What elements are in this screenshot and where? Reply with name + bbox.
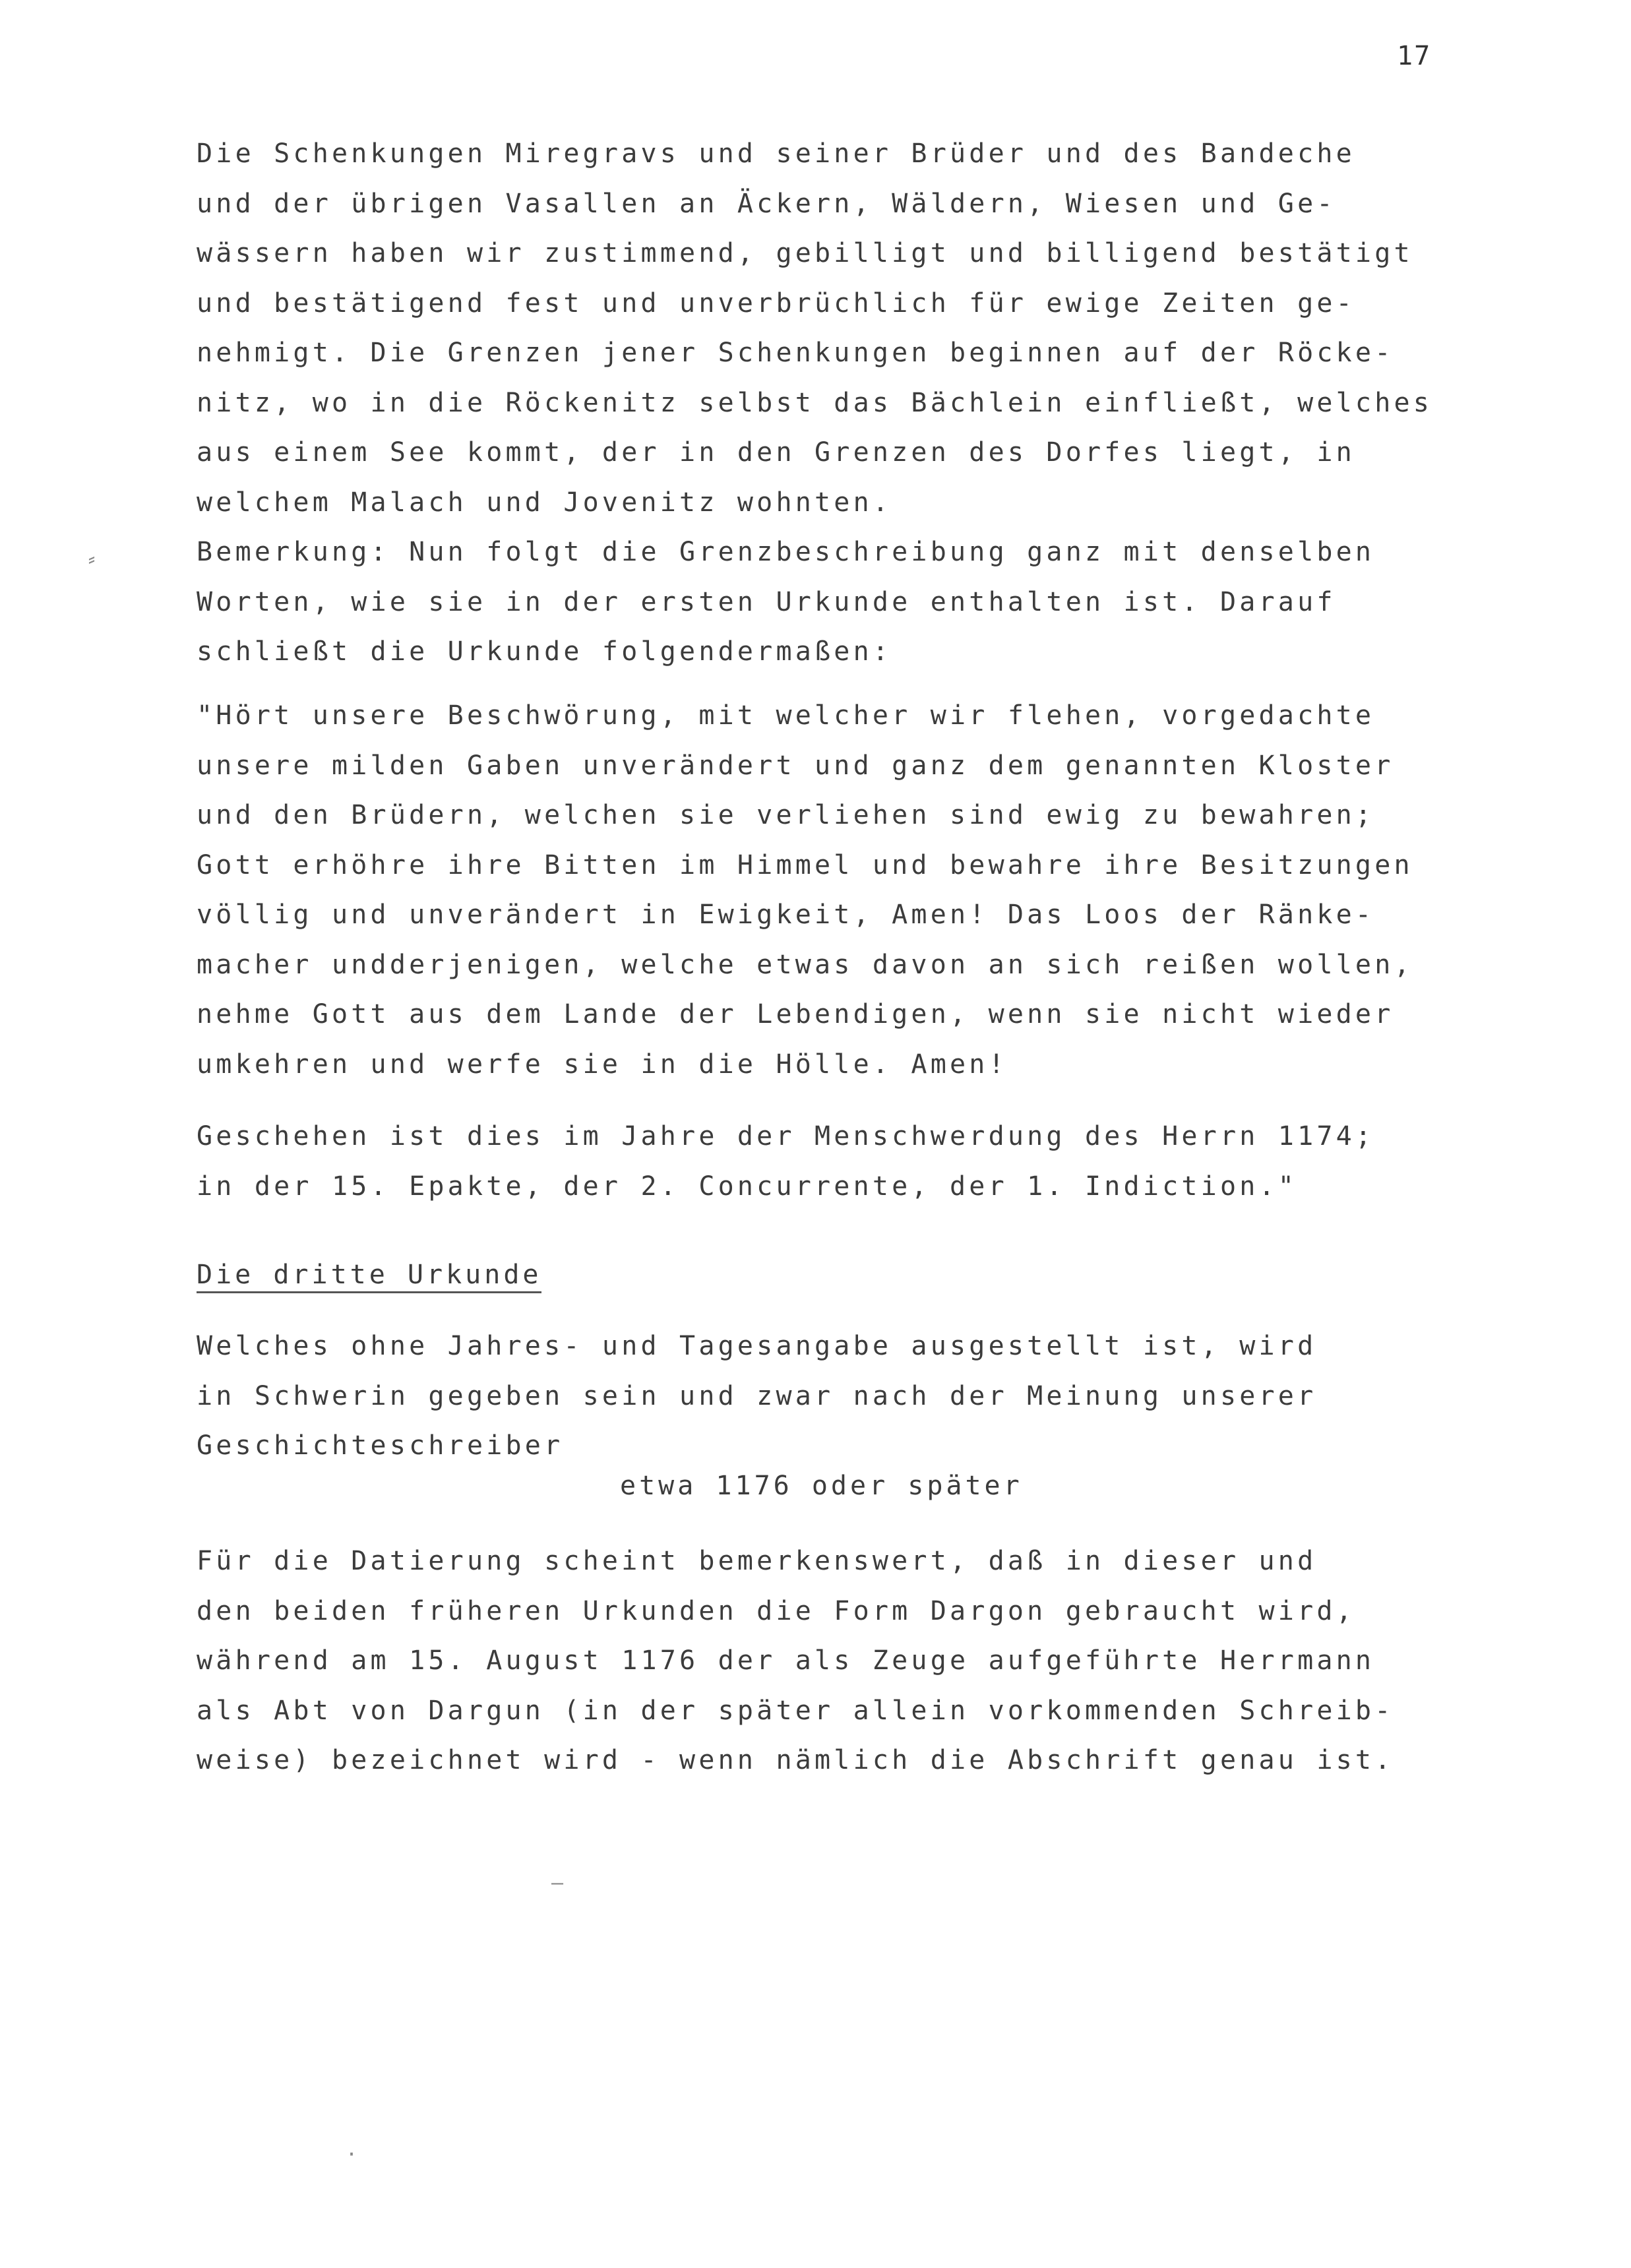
text-line: völlig und unverändert in Ewigkeit, Amen! Das Loos der Ränke-	[197, 900, 1375, 930]
text-line: unsere milden Gaben unverändert und ganz dem genannten Kloster	[197, 750, 1394, 781]
text-line: als Abt von Dargun (in der später allein vorkommenden Schreib-	[197, 1695, 1394, 1726]
text-line: Geschehen ist dies im Jahre der Menschwerdung des Herrn 1174;	[197, 1121, 1375, 1151]
text-line: umkehren und werfe sie in die Hölle. Amen!	[197, 1049, 1008, 1080]
paragraph-1	[197, 129, 1516, 677]
text-line: Welches ohne Jahres- und Tagesangabe ausgestellt ist, wird	[197, 1331, 1317, 1361]
scan-speck: ·	[346, 2143, 358, 2166]
text-line: während am 15. August 1176 der als Zeuge aufgeführte Herrmann	[197, 1645, 1375, 1676]
scan-speck: ⸗	[86, 547, 98, 570]
text-line: wässern haben wir zustimmend, gebilligt und billigend bestätigt	[197, 238, 1413, 268]
text-line: Bemerkung: Nun folgt die Grenzbeschreibung ganz mit denselben	[197, 537, 1375, 567]
text-line: schließt die Urkunde folgendermaßen:	[197, 636, 892, 667]
text-line: aus einem See kommt, der in den Grenzen des Dorfes liegt, in	[197, 437, 1355, 468]
text-line: "Hört unsere Beschwörung, mit welcher wir flehen, vorgedachte	[197, 700, 1375, 731]
scan-speck: –	[551, 1872, 564, 1895]
text-line: Für die Datierung scheint bemerkenswert, daß in dieser und	[197, 1546, 1317, 1576]
text-line: und bestätigend fest und unverbrüchlich für ewige Zeiten ge-	[197, 288, 1355, 319]
centered-date: etwa 1176 oder später	[620, 1471, 1023, 1501]
text-line: den beiden früheren Urkunden die Form Dargon gebraucht wird,	[197, 1595, 1355, 1626]
text-line: nehme Gott aus dem Lande der Lebendigen, wenn sie nicht wieder	[197, 999, 1394, 1029]
text-line: Geschichteschreiber	[197, 1430, 564, 1461]
paragraph-3	[197, 1112, 1516, 1211]
text-line: weise) bezeichnet wird - wenn nämlich die Abschrift genau ist.	[197, 1745, 1394, 1775]
text-line: macher undderjenigen, welche etwas davon an sich reißen wollen,	[197, 949, 1413, 980]
text-line: in der 15. Epakte, der 2. Concurrente, der 1. Indiction."	[197, 1171, 1298, 1202]
paragraph-4	[197, 1322, 1516, 1471]
text-line: nehmigt. Die Grenzen jener Schenkungen beginnen auf der Röcke-	[197, 338, 1394, 368]
text-line: Die Schenkungen Miregravs und seiner Brüder und des Bandeche	[197, 138, 1355, 169]
page-number: 17	[1397, 41, 1432, 71]
text-line: und der übrigen Vasallen an Äckern, Wäldern, Wiesen und Ge-	[197, 188, 1336, 219]
text-line: Worten, wie sie in der ersten Urkunde enthalten ist. Darauf	[197, 586, 1336, 617]
text-line: nitz, wo in die Röckenitz selbst das Bächlein einfließt, welches	[197, 387, 1433, 418]
text-line: Gott erhöhre ihre Bitten im Himmel und bewahre ihre Besitzungen	[197, 849, 1413, 880]
paragraph-2-quote	[197, 691, 1516, 1089]
paragraph-5	[197, 1537, 1516, 1786]
text-line: in Schwerin gegeben sein und zwar nach der Meinung unserer	[197, 1380, 1317, 1411]
section-heading: Die dritte Urkunde	[197, 1260, 541, 1293]
text-line: und den Brüdern, welchen sie verliehen sind ewig zu bewahren;	[197, 800, 1375, 830]
text-line: welchem Malach und Jovenitz wohnten.	[197, 487, 892, 518]
